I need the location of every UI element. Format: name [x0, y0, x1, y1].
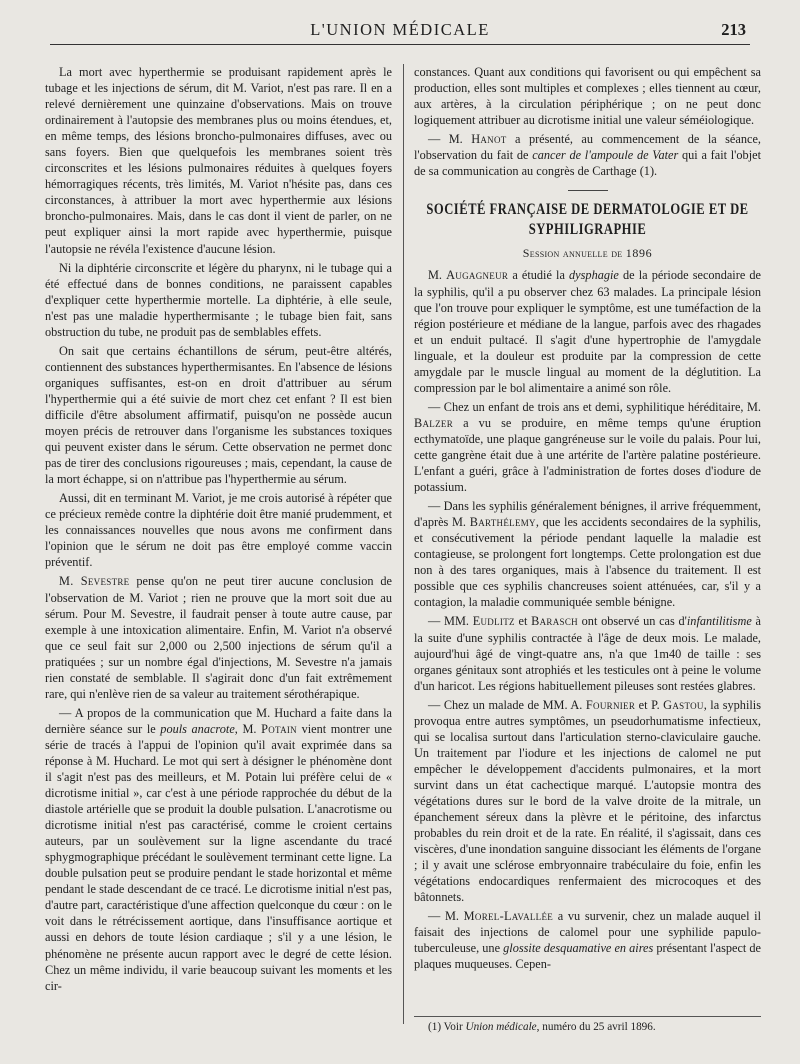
paragraph: On sait que certains échantillons de sérum, peut-être altérés, contiennent des substances hyperthermisantes. En l'absence de lésions organiques suffisantes, est-on en droit d'attribuer au sérum l'hyperthermie qui a été suivie de mort chez cet enfant ? Il est bien difficile d'être absolument affirmatif, puisqu'on ne possède aucun moyen précis de retrouver dans l'organisme les substances toxiques qui peuvent exister dans le sérum. Cette observation ne permet donc pas de tirer des conclusions rigoureuses ; mais, cependant, la cause de la mort échappe, si on n'attribue pas l'hyperthermie au sérum. [45, 343, 392, 487]
paragraph [45, 705, 392, 994]
paragraph-text: — Chez un enfant de trois ans et demi, syphilitique héréditaire, M. [428, 399, 761, 414]
paragraph-text: a vu se produire, en même temps qu'une éruption ecthymatoïde, une plaque gangréneuse sur le voile du palais. Pour lui, cette gangrène était due à une artérite de l'artère palatine postérieure. L'enfant a guéri, grâce à l'administration de fortes doses d'iodure de potassium. [414, 415, 761, 495]
paragraph: Ni la diphtérie circonscrite et légère du pharynx, ni le tubage qui a été effectué dans de bonnes conditions, ne paraissent capables d'expliquer cette hyperthermie mortelle. La diphtérie, à elle seule, n'est pas une maladie hyperthermisante ; le tubage bien fait, sans obstruction du tube, ne produit pas de semblables effets. [45, 260, 392, 339]
page-header [50, 18, 750, 45]
paragraph-text: a étudié la [508, 268, 570, 283]
paragraph-text: ont observé un cas d' [577, 614, 687, 629]
emphasis: glossite desquamative en aires [503, 941, 654, 956]
author-name: Morel-Lavallée [463, 909, 554, 924]
paragraph-text: — M. [428, 909, 464, 924]
author-name: Potain [261, 721, 297, 736]
paragraph-text: présentant l'aspect de plaques muqueuses. Cepen- [414, 941, 761, 972]
author-name: Gastou [663, 697, 704, 712]
paragraph [414, 697, 761, 906]
paragraph-text: et [514, 614, 532, 629]
author-name: M. Sevestre [59, 574, 130, 589]
author-name: Eudlitz [472, 614, 515, 629]
paragraph-text: — M. [428, 132, 472, 147]
section-title: SOCIÉTÉ FRANÇAISE DE DERMATOLOGIE ET DE SYPHILIGRAPHIE [426, 200, 749, 239]
paragraph [414, 908, 761, 972]
paragraph [414, 131, 761, 179]
session-title [414, 245, 761, 261]
paragraph-text: de la période secondaire de la syphilis, qu'il a pu observer chez 63 malades. La principale lésion que l'on trouve pour expliquer le symptôme, est une tuméfaction de la région postérieure et médiane de la langue, parfois avec des rhagades et un enduit pultacé. Il s'agit d'une hypertrophie de l'amygdale linguale, et la douleur est produite par la compression de cette amygdale par le muscle lingual au moment de la déglutition. La compression par le bol alimentaire a animé son rôle. [414, 268, 761, 395]
paragraph: La mort avec hyperthermie se produisant rapidement après le tubage et les injections de sérum, dit M. Variot, n'est pas rare. Il en a relevé dernièrement une quinzaine d'observations. Mais on trouve ordinairement à l'autopsie des membranes plus ou moins étendues, et, en même temps, des lésions broncho-pulmonaires diffuses, avec ou sans foyers. Bien que quelquefois les membranes soient très circonscrites et les lésions pulmonaires réduites à quelques foyers hémorragiques récents, très limités, M. Variot n'hésite pas, dans ces circonstances, à attribuer la mort avec hyperthermie aux lésions broncho-pulmonaires. Mais, dans le cas dont il vient de parler, on ne peut expliquer ainsi la mort rapide avec hyperthermie, puisque l'autopsie ne révéla l'existence d'aucune lésion. [45, 65, 392, 256]
paragraph-text: pense qu'on ne peut tirer aucune conclusion de l'observation de M. Variot ; rien ne prouve que la mort soit due au sérum. Pour M. Sevestre, il faudrait penser à toute autre cause, par exemple à une intoxication alimentaire. Enfin, M. Variot n'a observé que ce seul fait sur 2,000 ou 2,500 injections de sérum qu'il a pratiquées ; sur un nombre égal d'injections, M. Sevestre n'a jamais rien constaté de semblable. Il s'agirait donc d'un fait extrêmement rare, qui n'enlève rien de sa valeur au traitement sérothérapique. [45, 574, 392, 701]
paragraph [45, 573, 392, 701]
paragraph-text: — A propos de la communication que M. Huchard a faite dans la dernière séance sur le [45, 705, 392, 736]
paragraph-text: — MM. [428, 614, 473, 629]
paragraph-text: , M. [234, 721, 262, 736]
session-label: Session annuelle de [522, 246, 626, 261]
paragraph-text: — Chez un malade de MM. A. [428, 697, 586, 712]
emphasis: cancer de l'ampoule de Vater [532, 148, 679, 163]
author-name: Barthélemy [469, 515, 536, 530]
author-name: Fournier [585, 697, 636, 712]
paragraph [414, 399, 761, 495]
emphasis: Union médicale [465, 1021, 537, 1033]
footnote-text: (1) Voir [428, 1021, 466, 1033]
paragraph-text: et P. [635, 697, 664, 712]
emphasis: dysphagie [569, 268, 619, 283]
right-column [414, 64, 761, 1044]
paragraph [414, 613, 761, 693]
column-divider [403, 64, 404, 1024]
page-number: 213 [721, 20, 746, 39]
paragraph-text: à la suite d'une syphilis contractée à l'âge de deux mois. Le malade, aujourd'hui âgé de vingt-quatre ans, n'a que 1m40 de taille : ses organes génitaux sont atrophiés et les testicules ont à peine le volume d'un haricot. Les régions habituellement pileuses sont restées glabres. [414, 614, 761, 693]
paragraph-text: a vu survenir, chez un malade auquel il faisait des injections de calomel pour une syphilide papulo-tuberculeuse, une [414, 909, 761, 956]
author-name: Barasch [531, 614, 578, 629]
running-title: L'UNION MÉDICALE [310, 20, 490, 39]
footnote [414, 1016, 761, 1034]
paragraph-text: vient montrer une série de tracés à l'appui de l'opinion qu'il avait exprimée dans sa réponse à M. Huchard. Le mot qui sert à désigner le phénomène dont il s'agit n'est pas des meilleurs, et M. Potain lui préfère celui de « dicrotisme initial », car c'est à une période rapprochée du début de la diastole artérielle que se produit la double pulsation. L'anacrotisme ou dicrotisme initial n'est pas caractérisé, comme le croient certains auteurs, par un soulèvement sur la ligne ascendante du tracé sphygmographique précédant le soulèvement terminant cette ligne. La double pulsation peut se produire pendant le stade horizontal et même pendant le stade descendant de ce tracé. Le dicrotisme initial n'est pas, d'autre part, caractéristique d'une affection quelconque du cœur : on le voit dans le rétrécissement aortique, dans l'insuffisance aortique et aussi en dehors de toute lésion cardiaque ; s'il y a une lésion, le phénomène ne présente aucun rapport avec le degré de cette lésion. Chez un même individu, il varie beaucoup suivant les moments et les cir- [45, 721, 392, 993]
footnote-text: , numéro du 25 avril 1896. [536, 1021, 656, 1033]
session-year: 1896 [625, 246, 653, 261]
author-name: Augagneur [446, 268, 509, 283]
author-name: Balzer [414, 415, 453, 430]
paragraph: Aussi, dit en terminant M. Variot, je me crois autorisé à répéter que ce précieux remède contre la diphtérie doit être manié prudemment, et les connaissances nouvelles que nous avons me confirment dans l'opinion que le sérum ne doit pas être employé comme vaccin préventif. [45, 491, 392, 570]
paragraph: constances. Quant aux conditions qui favorisent ou qui empêchent sa production, elles sont multiples et complexes ; elles tiennent au cœur, aux artères, à la circulation périphérique ; on ne peut donc logiquement attribuer au dicrotisme initial une valeur séméiologique. [414, 65, 761, 128]
paragraph [414, 498, 761, 610]
author-name: Hanot [471, 132, 507, 147]
left-column [45, 64, 392, 1044]
emphasis: infantilitisme [686, 614, 752, 629]
paragraph [414, 267, 761, 395]
paragraph-text: M. [428, 268, 447, 283]
paragraph-text: — Dans les syphilis généralement bénignes, il arrive fréquemment, d'après M. [414, 499, 761, 530]
paragraph-text: a présenté, au commencement de la séance, l'observation du fait de [414, 132, 761, 163]
section-separator [568, 190, 608, 191]
paragraph-text: , la syphilis provoqua entre autres symptômes, un pseudorhumatisme infectieux, qui se localisa surtout dans l'articulation sterno-claviculaire gauche. Un traitement par l'iodure et les injections de calomel ne put empêcher le développement d'accidents pulmonaires, et la mort survint dans un état cachectique marqué. L'autopsie montra des végétations dures sur le bord de la valve droite de la mitrale, un épanchement séreux dans la plèvre et le péritoine, des infarctus probables du rein droit et de la rate. En réalité, il s'agissait, dans ces viscères, d'une inondation sanguine dissociant les éléments de l'organe ; il y avait une sclérose embryonnaire trabéculaire du foie, enfin les végétations endocardiques renfermaient des microcoques et des bâtonnets. [414, 697, 761, 905]
paragraph-text: , que les accidents secondaires de la syphilis, et consécutivement la période pendant laquelle la maladie est contagieuse, se prolongent fort longtemps. Cette prolongation est due non à des tares organiques, mais à l'absence du traitement. Il est possible que ces syphilis chancreuses soient atténuées, car, s'il y a contagion, la maladie communiquée semble bénigne. [414, 515, 761, 610]
paragraph-text: qui a fait l'objet de sa communication au congrès de Carthage (1). [414, 148, 761, 179]
emphasis: pouls anacrote [160, 721, 235, 736]
